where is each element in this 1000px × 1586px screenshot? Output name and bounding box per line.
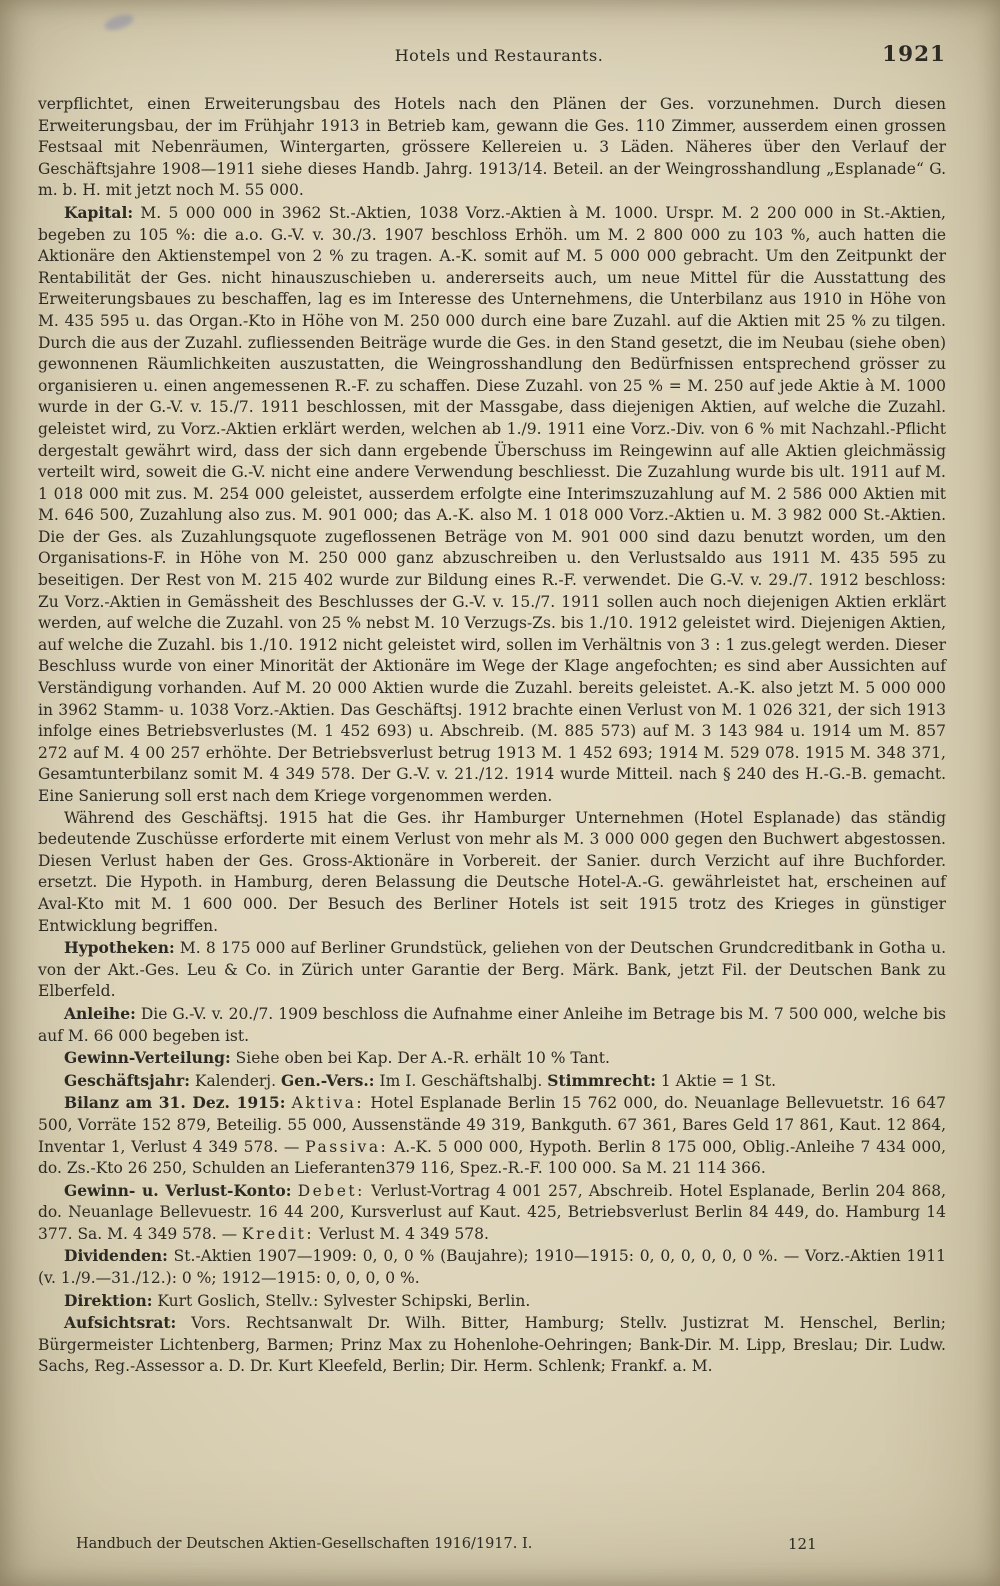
paragraph-lead: Aufsichtsrat: <box>64 1313 177 1333</box>
paragraph <box>38 1180 946 1246</box>
paragraph-text: Kurt Goslich, Stellv.: Sylvester Schipski, Berlin. <box>152 1291 531 1310</box>
paragraph-text: A.-K. 5 000 000, Hypoth. Berlin 8 175 000, Oblig.-Anleihe 7 434 000, do. Zs.-Kto 26 250, Schulden an Lieferanten379 116, Spez.-R.-F. 100 000. Sa M. 21 114 366. <box>38 1137 947 1178</box>
paragraph-text: M. 8 175 000 auf Berliner Grundstück, geliehen von der Deutschen Grundcreditbank in Gotha u. von der Akt.-Ges. Leu & Co. in Zürich unter Garantie der Berg. Märk. Bank, jetzt Fil. der Deutschen Bank zu Elberfeld. <box>38 939 946 1001</box>
page-number: 1921 <box>882 42 946 67</box>
paragraph <box>38 1092 946 1179</box>
paragraph-text: Verlust-Vortrag 4 001 257, Abschreib. Hotel Esplanade, Berlin 204 868, do. Neuanlage Bellevuestr. 16 44 200, Kursverlust auf Kaut. 425, Betriebsverlust Berlin 84 449, do. Hamburg 14 377. Sa. M. 4 349 578. — <box>38 1181 947 1243</box>
paragraph <box>38 1070 946 1093</box>
paragraph-lead: Stimmrecht: <box>547 1070 656 1090</box>
paragraph-text: Siehe oben bei Kap. Der A.-R. erhält 10 % Tant. <box>230 1049 610 1068</box>
paragraph <box>38 1003 946 1047</box>
paragraph <box>38 94 946 202</box>
running-title: Hotels und Restaurants. <box>394 46 604 65</box>
paragraph <box>38 1047 946 1070</box>
page-header <box>38 42 960 67</box>
paragraph <box>38 1312 946 1378</box>
paragraph <box>38 1245 946 1289</box>
scan-artifact <box>103 12 136 34</box>
paragraph-text: Debet: <box>297 1181 365 1200</box>
paragraph-text: Die G.-V. v. 20./7. 1909 beschloss die Aufnahme einer Anleihe im Betrage bis M. 7 500 000, welche bis auf M. 66 000 begeben ist. <box>38 1004 946 1045</box>
paragraph-lead: Bilanz am 31. Dez. 1915: <box>64 1093 286 1113</box>
paragraph-lead: Gewinn- u. Verlust-Konto: <box>64 1180 292 1200</box>
paragraph-text: Während des Geschäftsj. 1915 hat die Ges. ihr Hamburger Unternehmen (Hotel Esplanade) das ständig bedeutende Zuschüsse erforderte mit einem Verlust von mehr als M. 3 000 000 gegen den Buchwert abgestossen. Diesen Verlust haben der Ges. Gross-Aktionäre in Vorbereit. der Sanier. durch Verzicht auf ihre Buchforder. ersetzt. Die Hypoth. in Hamburg, deren Belassung die Deutsche Hotel-A.-G. gewährleistet hat, erscheinen auf Aval-Kto mit M. 1 600 000. Der Besuch des Berliner Hotels ist seit 1915 trotz des Krieges in günstiger Entwicklung begriffen. <box>38 808 946 935</box>
paragraph-text: M. 5 000 000 in 3962 St.-Aktien, 1038 Vorz.-Aktien à M. 1000. Urspr. M. 2 200 000 in St.-Aktien, begeben zu 105 %: die a.o. G.-V. v. 30./3. 1907 beschloss Erhöh. um M. 2 800 000 zu 103 %, auch hatten die Aktionäre den Aktienstempel von 2 % zu tragen. A.-K. somit auf M. 5 000 000 gebracht. Um den Zeitpunkt der Rentabilität der Ges. nicht hinauszuschieben u. andererseits auch, um neue Mittel für die Ausstattung des Erweiterungsbaues zu beschaffen, lag es im Interesse des Unternehmens, die Unterbilanz aus 1910 in Höhe von M. 435 595 u. das Organ.-Kto in Höhe von M. 250 000 durch eine bare Zuzahl. auf die Aktien mit 25 % zu tilgen. Durch die aus der Zuzahl. zufliessenden Beiträge wurde die Ges. in den Stand gesetzt, die im Neubau (siehe oben) gewonnenen Räumlichkeiten auszustatten, die Weingrosshandlung den Bedürfnissen entsprechend grösser zu organisieren u. einen angemessenen R.-F. zu schaffen. Diese Zuzahl. von 25 % = M. 250 auf jede Aktie à M. 1000 wurde in der G.-V. v. 15./7. 1911 beschlossen, mit der Massgabe, dass diejenigen Aktien, auf welche die Zuzahl. geleistet wird, zu Vorz.-Aktien erklärt werden, welchen ab 1./9. 1911 eine Vorz.-Div. von 6 % mit Nachzahl.-Pflicht dergestalt gewährt wird, dass der sich dann ergebende Überschuss im Reingewinn auf alle Aktien gleichmässig verteilt wird, soweit die G.-V. nicht eine andere Verwendung beschliesst. Die Zuzahlung wurde bis ult. 1911 auf M. 1 018 000 mit zus. M. 254 000 geleistet, ausserdem erfolgte eine Interimszuzahlung auf M. 2 586 000 Aktien mit M. 646 500, Zuzahlung also zus. M. 901 000; das A.-K. also M. 1 018 000 Vorz.-Aktien u. M. 3 982 000 St.-Aktien. Die der Ges. als Zuzahlungsquote zugeflossenen Beträge von M. 901 000 sind dazu benutzt worden, um den Organisations-F. in Höhe von M. 250 000 ganz abzuschreiben u. den Verlustsaldo aus 1911 M. 435 595 zu beseitigen. Der Rest von M. 215 402 wurde zur Bildung eines R.-F. verwendet. Die G.-V. v. 29./7. 1912 beschloss: Zu Vorz.-Aktien in Gemässheit des Beschlusses der G.-V. v. 15./7. 1911 sollen auch noch diejenigen Aktien erklärt werden, auf welche die Zuzahl. von 25 % nebst M. 10 Verzugs-Zs. bis 1./10. 1912 geleistet wird. Diejenigen Aktien, auf welche die Zuzahl. bis 1./10. 1912 nicht geleistet wird, sollen im Verhältnis von 3 : 1 zus.gelegt werden. Dieser Beschluss wurde von einer Minorität der Aktionäre im Wege der Klage angefochten; es sind aber Aussichten auf Verständigung vorhanden. Auf M. 20 000 Aktien wurde die Zuzahl. bereits geleistet. A.-K. also jetzt M. 5 000 000 in 3962 Stamm- u. 1038 Vorz.-Aktien. Das Geschäftsj. 1912 brachte einen Verlust von M. 1 026 321, der sich 1913 infolge eines Betriebsverlustes (M. 1 452 693) u. Abschreib. (M. 885 573) auf M. 3 143 984 u. 1914 um M. 857 272 auf M. 4 00 257 erhöhte. Der Betriebsverlust betrug 1913 M. 1 452 693; 1914 M. 529 078. 1915 M. 348 371, Gesamtunterbilanz somit M. 4 349 578. Der G.-V. v. 21./12. 1914 wurde Mitteil. nach § 240 des H.-G.-B. gemacht. Eine Sanierung soll erst nach dem Kriege vorgenommen werden. <box>38 203 946 805</box>
paragraph-text: Kalenderj. <box>189 1071 281 1090</box>
page-footer <box>76 1534 956 1554</box>
paragraph-lead: Direktion: <box>64 1290 153 1310</box>
paragraph-lead: Kapital: <box>64 202 134 222</box>
paragraph-text: Im I. Geschäftshalbj. <box>374 1071 548 1090</box>
paragraph <box>38 808 946 938</box>
paragraph-text: verpflichtet, einen Erweiterungsbau des Hotels nach den Plänen der Ges. vorzunehmen. Durch diesen Erweiterungsbau, der im Frühjahr 1913 in Betrieb kam, gewann die Ges. 110 Zimmer, ausserdem einen grossen Festsaal mit Nebenräumen, Wintergarten, grössere Kellereien u. 3 Läden. Näheres über den Verlauf der Geschäftsjahre 1908—1911 siehe dieses Handb. Jahrg. 1913/14. Beteil. an der Weingrosshandlung „Esplanade“ G. m. b. H. mit jetzt noch M. 55 000. <box>38 95 946 200</box>
paragraph-text: St.-Aktien 1907—1909: 0, 0, 0 % (Baujahre); 1910—1915: 0, 0, 0, 0, 0, 0 %. — Vorz.-Aktien 1911 (v. 1./9.—31./12.): 0 %; 1912—1915: 0, 0, 0, 0 %. <box>38 1247 946 1288</box>
paragraph-lead: Dividenden: <box>64 1246 168 1266</box>
footer-text: Handbuch der Deutschen Aktien-Gesellschaften 1916/1917. I. <box>76 1536 533 1552</box>
paragraph-text: Vors. Rechtsanwalt Dr. Wilh. Bitter, Hamburg; Stellv. Justizrat M. Henschel, Berlin; Bürgermeister Lichtenberg, Barmen; Prinz Max zu Hohenlohe-Oehringen; Bank-Dir. M. Lipp, Breslau; Dir. Ludw. Sachs, Reg.-Assessor a. D. Dr. Kurt Kleefeld, Berlin; Dir. Herm. Schlenk; Frankf. a. M. <box>38 1314 946 1376</box>
paragraph <box>38 937 946 1003</box>
paragraph-text: Kredit: <box>242 1224 315 1243</box>
paragraph-text: Passiva: <box>305 1137 389 1156</box>
paragraph-text: Aktiva: <box>291 1094 365 1113</box>
paragraph-lead: Gen.-Vers.: <box>280 1070 375 1090</box>
paragraph-lead: Gewinn-Verteilung: <box>64 1048 231 1068</box>
footer-page-number: 121 <box>788 1535 817 1553</box>
paragraph-lead: Hypotheken: <box>64 938 175 958</box>
paragraph <box>38 1290 946 1313</box>
paragraph-text: 1 Aktie = 1 St. <box>655 1071 777 1090</box>
page-body <box>38 94 946 1378</box>
paragraph-lead: Geschäftsjahr: <box>64 1070 190 1090</box>
paragraph <box>38 202 946 808</box>
paragraph-lead: Anleihe: <box>64 1003 136 1023</box>
paragraph-text: Verlust M. 4 349 578. <box>314 1224 489 1243</box>
paragraph-text: Hotel Esplanade Berlin 15 762 000, do. Neuanlage Bellevuetstr. 16 647 500, Vorräte 152 879, Beteilig. 55 000, Aussenstände 49 319, Bankguth. 67 361, Bares Geld 17 861, Kaut. 12 864, Inventar 1, Verlust 4 349 578. — <box>38 1094 946 1156</box>
